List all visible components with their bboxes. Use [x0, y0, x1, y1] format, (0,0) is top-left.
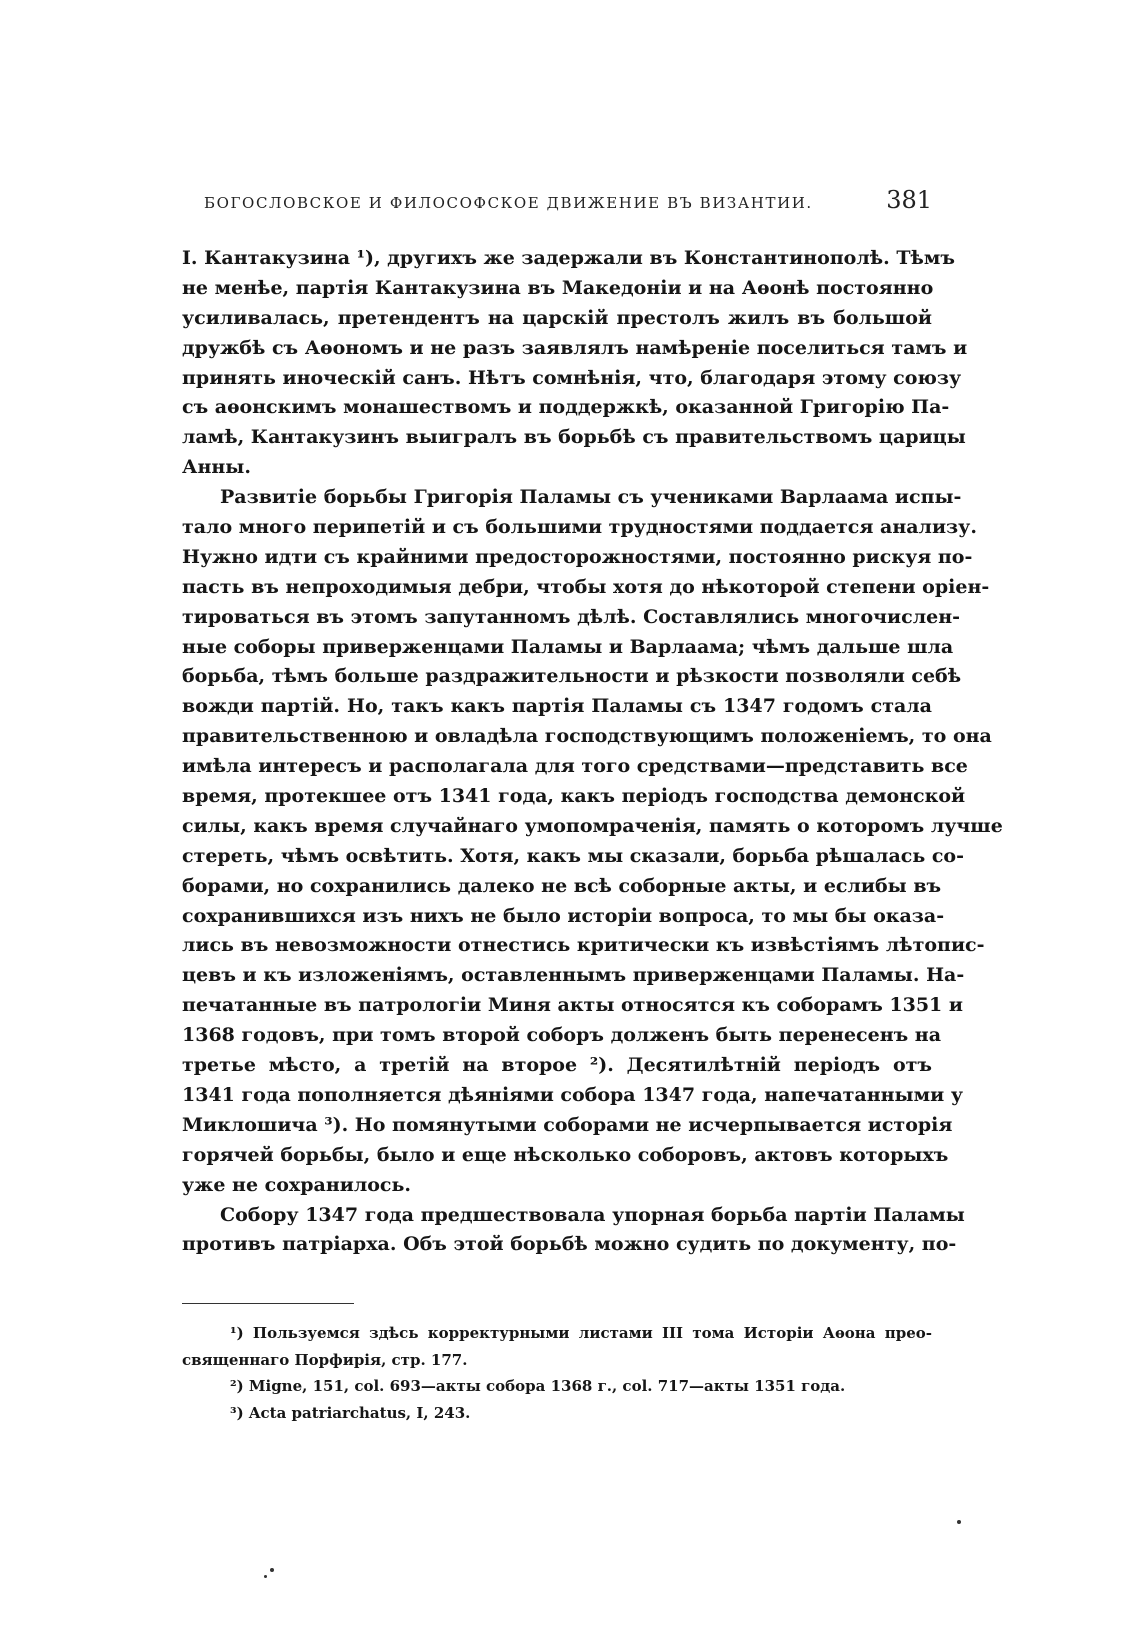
text-line: стереть, чѣмъ освѣтить. Хотя, какъ мы сказали, борьба рѣшалась со-	[182, 844, 964, 867]
text-line: борьба, тѣмъ больше раздражительности и рѣзкости позволяли себѣ	[182, 665, 962, 688]
text-line: вожди партій. Но, такъ какъ партія Паламы съ 1347 годомъ стала	[182, 695, 932, 718]
text-line: дружбѣ съ Аѳономъ и не разъ заявлялъ намѣреніе поселиться тамъ и	[182, 336, 968, 359]
scan-speck	[264, 1575, 267, 1578]
text-line: Нужно идти съ крайними предосторожностями, постоянно рискуя по-	[182, 545, 973, 568]
text-line: горячей борьбы, было и еще нѣсколько соборовъ, актовъ которыхъ	[182, 1143, 949, 1166]
text-line: правительственною и овладѣла господствующимъ положеніемъ, то она	[182, 725, 992, 748]
text-line: пасть въ непроходимыя дебри, чтобы хотя до нѣкоторой степени оріен-	[182, 575, 990, 598]
text-line: борами, но сохранились далеко не всѣ соборные акты, и еслибы въ	[182, 874, 942, 897]
text-line: печатанные въ патрологіи Миня акты относятся къ соборамъ 1351 и	[182, 994, 963, 1017]
text-line: 1368 годовъ, при томъ второй соборъ долженъ быть перенесенъ на	[182, 1024, 942, 1047]
text-line: Анны.	[182, 456, 251, 479]
text-line: сохранившихся изъ нихъ не было исторіи вопроса, то мы бы оказа-	[182, 904, 945, 927]
text-line: имѣла интересъ и располагала для того средствами—представить все	[182, 755, 968, 778]
footnote-line: ²) Migne, 151, col. 693—акты собора 1368 г., col. 717—акты 1351 года.	[230, 1377, 846, 1395]
text-line: ные соборы приверженцами Паламы и Варлаама; чѣмъ дальше шла	[182, 635, 954, 658]
text-line: усиливалась, претендентъ на царскій престолъ жилъ въ большой	[182, 306, 932, 329]
text-line: I. Кантакузина ¹), другихъ же задержали въ Константинополѣ. Тѣмъ	[182, 247, 955, 269]
text-line: цевъ и къ изложеніямъ, оставленнымъ приверженцами Паламы. На-	[182, 964, 965, 987]
footnote-line: священнаго Порфирія, стр. 177.	[182, 1350, 468, 1369]
text-line: тало много перипетій и съ большими трудностями поддается анализу.	[182, 516, 977, 539]
text-line: силы, какъ время случайнаго умопомраченія, память о которомъ лучше	[182, 814, 1003, 837]
footnote-line: ¹) Пользуемся здѣсь корректурными листами III тома Исторіи Аѳона прео-	[230, 1324, 932, 1342]
text-line: Миклошича ³). Но помянутыми соборами не исчерпывается исторія	[182, 1113, 953, 1136]
text-line: не менѣе, партія Кантакузина въ Македоніи и на Аѳонѣ постоянно	[182, 276, 934, 299]
scan-speck	[957, 1520, 961, 1524]
footnotes	[182, 1320, 932, 1426]
running-title: БОГОСЛОВСКОЕ И ФИЛОСОФСКОЕ ДВИЖЕНИЕ ВЪ ВИЗАНТИИ.	[204, 194, 813, 212]
text-line: третье мѣсто, а третій на второе ²). Десятилѣтній періодъ отъ	[182, 1054, 932, 1077]
text-line: съ аѳонскимъ монашествомъ и поддержкѣ, оказанной Григорію Па-	[182, 396, 950, 419]
main-text	[182, 244, 1003, 1260]
text-line: Развитіе борьбы Григорія Паламы съ учениками Варлаама испы-	[220, 486, 962, 509]
text-line: лись въ невозможности отнестись критически къ извѣстіямъ лѣтопис-	[182, 934, 985, 957]
footnote-line: ³) Acta patriarchatus, I, 243.	[230, 1403, 471, 1422]
scan-speck	[270, 1568, 274, 1572]
page-header	[182, 186, 932, 216]
text-line: ламѣ, Кантакузинъ выигралъ въ борьбѣ съ правительствомъ царицы	[182, 426, 966, 449]
footnote-divider	[182, 1303, 354, 1304]
text-line: противъ патріарха. Объ этой борьбѣ можно судить по документу, по-	[182, 1233, 957, 1256]
text-line: Собору 1347 года предшествовала упорная борьба партіи Паламы	[220, 1203, 965, 1226]
text-line: 1341 года пополняется дѣяніями собора 1347 года, напечатанными у	[182, 1083, 963, 1106]
text-line: уже не сохранилось.	[182, 1173, 411, 1196]
text-line: время, протекшее отъ 1341 года, какъ періодъ господства демонской	[182, 785, 966, 808]
text-line: принять иноческій санъ. Нѣтъ сомнѣнія, что, благодаря этому союзу	[182, 366, 962, 389]
page-number: 381	[886, 186, 932, 214]
text-line: тироваться въ этомъ запутанномъ дѣлѣ. Составлялись многочислен-	[182, 605, 960, 628]
